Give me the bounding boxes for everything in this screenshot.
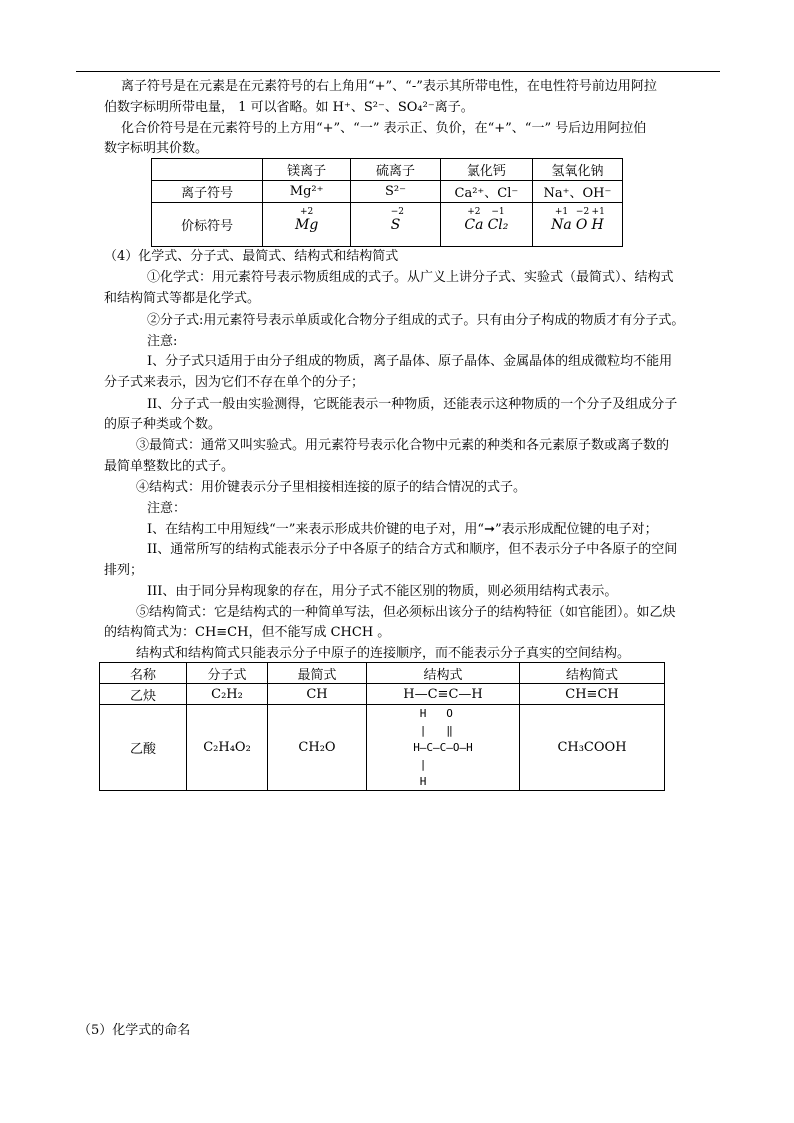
note2-item3: III、由于同分异构现象的存在，用分子式不能区别的物质，则必须用结构式表示。 — [147, 584, 618, 599]
table1-header: 氢氧化钠 — [532, 159, 622, 181]
note1-item2-a: II、分子式一般由实验测得，它既能表示一种物质，还能表示这种物质的一个分子及组成分子 — [147, 397, 678, 412]
section-5-title: （5）化学式的命名 — [78, 1023, 191, 1038]
note1-item1-b: 分子式来表示，因为它们不存在单个的分子； — [104, 375, 365, 390]
para-valence-1: 化合价符号是在元素符号的上方用“+”、“一” 表示正、负价，在“+”、“一” 号后边用阿拉伯 — [121, 121, 647, 136]
table1-cell — [532, 203, 622, 247]
table2-header: 分子式 — [187, 663, 268, 684]
table2-cell: 乙炔 — [100, 684, 187, 705]
para-ion-2: 伯数字标明所带电量， 1 可以省略。如 H⁺、S²⁻、SO₄²⁻离子。 — [104, 100, 474, 115]
table2-cell: CH₃COOH — [520, 705, 665, 791]
formula-comparison-table — [99, 662, 665, 791]
table2-header: 名称 — [100, 663, 187, 684]
def-structural: ④结构式：用价键表示分子里相接相连接的原子的结合情况的式子。 — [136, 480, 527, 495]
valence-na: +1 Na — [551, 206, 572, 233]
table2-cell: CH₂O — [268, 705, 367, 791]
table2-cell: H—C≡C—H — [367, 684, 520, 705]
header-rule — [76, 71, 720, 72]
table2-cell — [367, 705, 520, 791]
note-label-2: 注意： — [147, 501, 187, 516]
note1-item1-a: I、分子式只适用于由分子组成的物质，离子晶体、原子晶体、金属晶体的组成微粒均不能用 — [147, 354, 673, 369]
table1-cell: Ca²⁺、Cl⁻ — [440, 181, 532, 203]
valence-h: +1 H — [591, 206, 605, 233]
def-chemical-formula-1: ①化学式：用元素符号表示物质组成的式子。从广义上讲分子式、实验式（最简式）、结构式 — [147, 270, 674, 285]
table2-cell: 乙酸 — [100, 705, 187, 791]
table1-cell: Mg²⁺ — [263, 181, 351, 203]
acetic-acid-structure: H O | ‖ H—C—C—O—H | H — [413, 707, 473, 788]
note1-item2-b: 的原子种类或个数。 — [104, 417, 222, 432]
table1-row-label: 离子符号 — [152, 181, 263, 203]
table1-header: 硫离子 — [351, 159, 441, 181]
valence-cl: −1 Cl₂ — [487, 206, 509, 233]
table2-cell: C₂H₄O₂ — [187, 705, 268, 791]
table2-header: 最简式 — [268, 663, 367, 684]
def-chemical-formula-2: 和结构简式等都是化学式。 — [104, 291, 261, 306]
table2-header: 结构简式 — [520, 663, 665, 684]
section-4-title: （4）化学式、分子式、最简式、结构式和结构简式 — [104, 249, 399, 264]
table2-header: 结构式 — [367, 663, 520, 684]
def-empirical-2: 最简单整数比的式子。 — [104, 459, 235, 474]
def-condensed-1: ⑤结构简式：它是结构式的一种简单写法，但必须标出该分子的结构特征（如官能团）。如乙炔 — [136, 605, 676, 620]
table1-cell: Na⁺、OH⁻ — [532, 181, 622, 203]
table1-header: 氯化钙 — [440, 159, 532, 181]
table2-cell: CH — [268, 684, 367, 705]
table2-cell: CH≡CH — [520, 684, 665, 705]
ion-valence-table — [151, 158, 623, 247]
def-empirical-1: ③最简式：通常又叫实验式。用元素符号表示化合物中元素的种类和各元素原子数或离子数的 — [136, 438, 670, 453]
table1-header-empty — [152, 159, 263, 181]
note-label-1: 注意: — [147, 334, 178, 349]
table1-cell — [351, 203, 441, 247]
def-molecular-formula: ②分子式:用元素符号表示单质或化合物分子组成的式子。只有由分子构成的物质才有分子式。 — [147, 313, 685, 328]
table1-cell: S²⁻ — [351, 181, 441, 203]
valence-ca: +2 Ca — [464, 206, 484, 233]
para-valence-2: 数字标明其价数。 — [104, 141, 209, 156]
para-ion-1: 离子符号是在元素是在元素符号的右上角用“+”、“-”表示其所带电性，在电性符号前边用阿拉 — [121, 79, 657, 94]
table1-cell — [440, 203, 532, 247]
valence-mg: +2 Mg — [295, 206, 319, 233]
note2-item2-b: 排列； — [104, 563, 144, 578]
note2-item1: I、在结构工中用短线“一”来表示形成共价键的电子对，用“➞”表示形成配位键的电子对； — [147, 522, 658, 537]
note2-item2-a: II、通常所写的结构式能表示分子中各原子的结合方式和顺序，但不表示分子中各原子的空间 — [147, 542, 678, 557]
table1-cell — [263, 203, 351, 247]
table2-cell: C₂H₂ — [187, 684, 268, 705]
table1-header: 镁离子 — [263, 159, 351, 181]
def-condensed-2: 的结构简式为：CH≡CH，但不能写成 CHCH 。 — [104, 625, 391, 640]
structure-note: 结构式和结构简式只能表示分子中原子的连接顺序，而不能表示分子真实的空间结构。 — [136, 646, 631, 661]
valence-o: −2 O — [575, 206, 590, 233]
table1-row-label: 价标符号 — [152, 203, 263, 247]
valence-s: −2 S — [390, 206, 404, 233]
